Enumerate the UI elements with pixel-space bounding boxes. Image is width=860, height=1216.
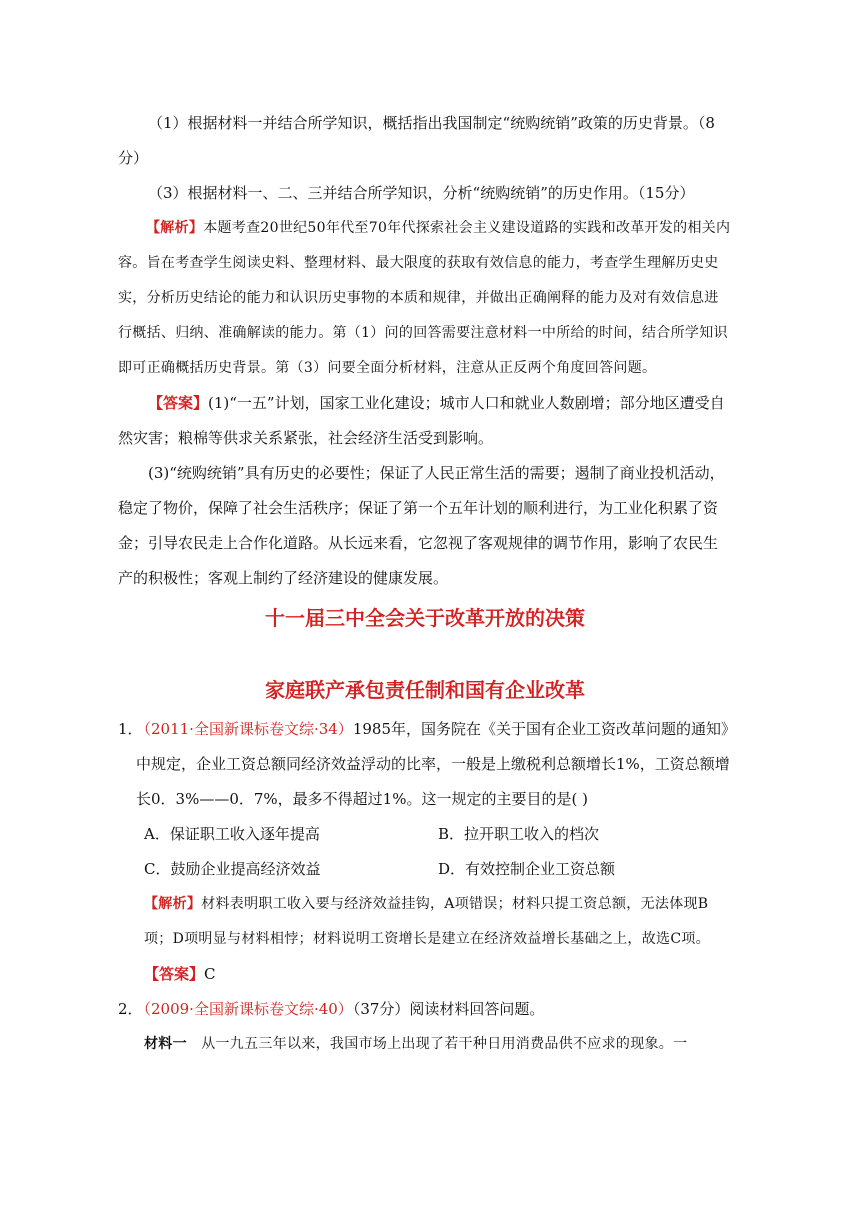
question-1-answer-text: C	[204, 965, 216, 983]
material-text: 从一九五三年以来，我国市场上出现了若干种日用消费品供不应求的现象。一	[186, 1036, 688, 1052]
question-2-material-1	[118, 1027, 732, 1062]
question-1-analysis-tag: 【解析】	[144, 896, 202, 912]
question-1-analysis	[118, 887, 732, 957]
question-1-answer	[118, 957, 732, 992]
option-d: D．有效控制企业工资总额	[438, 860, 616, 878]
section-heading-responsibility-system: 家庭联产承包责任制和国有企业改革	[265, 678, 585, 702]
question-1-options-row-2	[118, 852, 732, 887]
answer-paragraph-3: (3)“统购统销”具有历史的必要性；保证了人民正常生活的需要；遏制了商业投机活动，稳定了物价，保障了社会生活秩序；保证了第一个五年计划的顺利进行，为工业化积累了资金；引导农民走上合作化道路。从长远来看，它忽视了客观规律的调节作用，影响了农民生产的积极性；客观上制约了经济建设的健康发展。	[118, 464, 725, 587]
material-label: 材料一	[144, 1036, 187, 1052]
analysis-text: 本题考查20世纪50年代至70年代探索社会主义建设道路的实践和改革开发的相关内容。旨在考查学生阅读史料、整理材料、最大限度的获取有效信息的能力，考查学生理解历史史实，分析历史结论的能力和认识历史事物的本质和规律，并做出正确阐释的能力及对有效信息进行概括、归纳、准确解读的能力。第（1）问的回答需要注意材料一中所给的时间，结合所学知识即可正确概括历史背景。第（3）问要全面分析材料，注意从正反两个角度回答问题。	[118, 220, 731, 376]
question-2-source: （2009·全国新课标卷文综·40）	[136, 1000, 353, 1018]
question-1-analysis-text: 材料表明职工收入要与经济效益挂钩，A项错误；材料只提工资总额，无法体现B项；D项明显与材料相悖；材料说明工资增长是建立在经济效益增长基础之上，故选C项。	[144, 896, 710, 947]
question-1-text: 1985年，国务院在《关于国有企业工资改革问题的通知》中规定，企业工资总额同经济效益浮动的比率，一般是上缴税利总额增长1%，工资总额增长0．3%——0．7%，最多不得超过1%。这一规定的主要目的是( )	[136, 720, 730, 808]
analysis-paragraph	[118, 211, 732, 386]
answer-paragraph-1	[118, 386, 732, 456]
question-part-1: （1）根据材料一并结合所学知识，概括指出我国制定“统购统销”政策的历史背景。（8分）	[118, 114, 715, 167]
question-part-3: （3）根据材料一、二、三并结合所学知识，分析“统购统销”的历史作用。（15分）	[148, 184, 695, 202]
question-2-number: 2．	[118, 1000, 143, 1018]
option-a: A．保证职工收入逐年提高	[144, 825, 320, 843]
question-2-stem	[118, 992, 732, 1027]
question-1-answer-tag: 【答案】	[144, 965, 205, 983]
question-2-text: （37分）阅读材料回答问题。	[352, 1000, 545, 1018]
answer-tag: 【答案】	[148, 394, 209, 412]
section-heading-reform: 十一届三中全会关于改革开放的决策	[265, 606, 585, 630]
analysis-tag: 【解析】	[146, 220, 204, 236]
question-1-number: 1．	[118, 720, 143, 738]
question-1-source: （2011·全国新课标卷文综·34）	[136, 720, 353, 738]
answer-text-1: (1)“一五”计划，国家工业化建设；城市人口和就业人数剧增；部分地区遭受自然灾害；粮棉等供求关系紧张，社会经济生活受到影响。	[118, 394, 725, 447]
option-c: C．鼓励企业提高经济效益	[144, 860, 321, 878]
option-b: B．拉开职工收入的档次	[438, 825, 600, 843]
document-content	[118, 106, 732, 1062]
question-1-options-row-1	[118, 817, 732, 852]
question-1-stem	[118, 712, 732, 817]
